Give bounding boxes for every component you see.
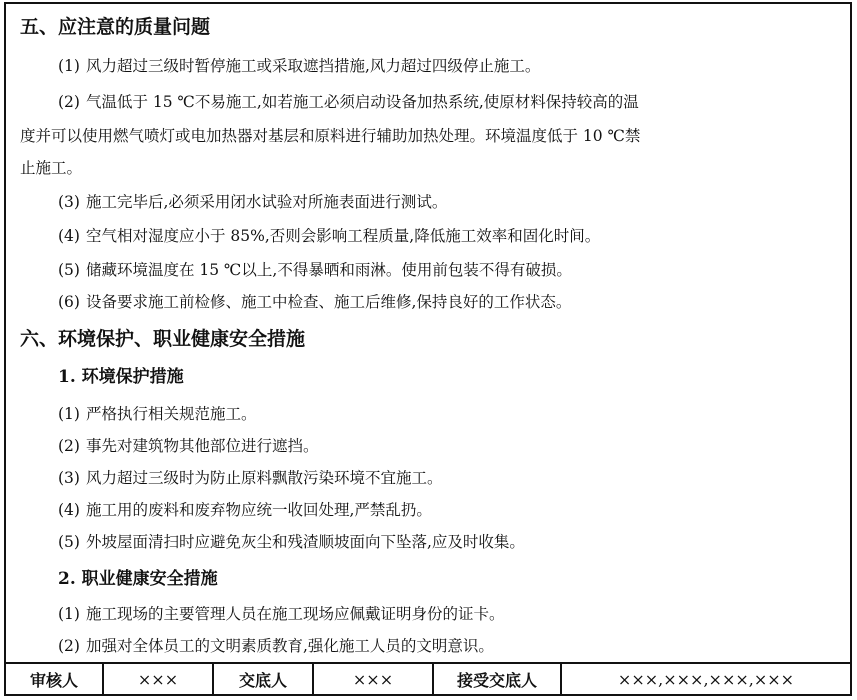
item-number: (2) xyxy=(58,93,80,111)
item-text: 设备要求施工前检修、施工中检查、施工后维修,保持良好的工作状态。 xyxy=(85,293,572,311)
section-6-heading: 六、环境保护、职业健康安全措施 xyxy=(20,328,306,350)
section-5-heading: 五、应注意的质量问题 xyxy=(20,16,211,38)
item-number: (1) xyxy=(58,57,80,75)
section-5-item-1 xyxy=(58,54,540,76)
item-text: 严格执行相关规范施工。 xyxy=(85,405,257,423)
env-item-5 xyxy=(58,530,525,552)
reviewer-label: 审核人 xyxy=(6,664,104,694)
section-5-item-2-continuation: 止施工。 xyxy=(20,159,83,177)
reviewer-value: ××× xyxy=(104,664,214,694)
safety-item-2 xyxy=(58,634,494,656)
item-text: 外坡屋面清扫时应避免灰尘和残渣顺坡面向下坠落,应及时收集。 xyxy=(85,533,525,551)
receiver-value: ×××,×××,×××,××× xyxy=(617,669,795,689)
item-number: (5) xyxy=(58,261,80,279)
item-text: 风力超过三级时暂停施工或采取遮挡措施,风力超过四级停止施工。 xyxy=(85,57,541,75)
section-5-item-2 xyxy=(58,90,639,112)
document-frame xyxy=(4,2,852,696)
subsection-1-heading: 1. 环境保护措施 xyxy=(58,367,184,387)
section-5-item-6 xyxy=(58,290,571,312)
item-number: (1) xyxy=(58,405,80,423)
item-text: 风力超过三级时为防止原料飘散污染环境不宜施工。 xyxy=(85,469,443,487)
item-text: 加强对全体员工的文明素质教育,强化施工人员的文明意识。 xyxy=(85,637,494,655)
item-text: 施工现场的主要管理人员在施工现场应佩戴证明身份的证卡。 xyxy=(85,605,505,623)
document-body xyxy=(6,4,850,664)
receiver-label: 接受交底人 xyxy=(434,664,562,694)
env-item-4 xyxy=(58,498,432,520)
env-item-2 xyxy=(58,434,318,456)
presenter-value: ××× xyxy=(314,664,434,694)
item-number: (6) xyxy=(58,293,80,311)
item-text: 空气相对湿度应小于 85%,否则会影响工程质量,降低施工效率和固化时间。 xyxy=(85,227,601,245)
env-item-1 xyxy=(58,402,256,424)
item-text: 气温低于 15 ℃不易施工,如若施工必须启动设备加热系统,使原材料保持较高的温 xyxy=(85,93,639,111)
item-number: (2) xyxy=(58,437,80,455)
presenter-label: 交底人 xyxy=(214,664,314,694)
signature-row xyxy=(6,662,850,694)
section-5-item-5 xyxy=(58,258,572,280)
item-number: (4) xyxy=(58,501,80,519)
safety-item-1 xyxy=(58,602,504,624)
subsection-2-heading: 2. 职业健康安全措施 xyxy=(58,569,218,589)
section-5-item-4 xyxy=(58,224,600,246)
section-5-item-2-continuation: 度并可以使用燃气喷灯或电加热器对基层和原料进行辅助加热处理。环境温度低于 10 ℃禁 xyxy=(20,127,641,145)
item-number: (3) xyxy=(58,469,80,487)
item-text: 储藏环境温度在 15 ℃以上,不得暴晒和雨淋。使用前包装不得有破损。 xyxy=(85,261,572,279)
item-number: (3) xyxy=(58,193,80,211)
item-number: (5) xyxy=(58,533,80,551)
section-5-item-3 xyxy=(58,190,447,212)
item-text: 施工完毕后,必须采用闭水试验对所施表面进行测试。 xyxy=(85,193,448,211)
item-number: (4) xyxy=(58,227,80,245)
item-text: 事先对建筑物其他部位进行遮挡。 xyxy=(85,437,319,455)
item-text: 施工用的废料和废弃物应统一收回处理,严禁乱扔。 xyxy=(85,501,432,519)
item-number: (1) xyxy=(58,605,80,623)
item-number: (2) xyxy=(58,637,80,655)
env-item-3 xyxy=(58,466,442,488)
